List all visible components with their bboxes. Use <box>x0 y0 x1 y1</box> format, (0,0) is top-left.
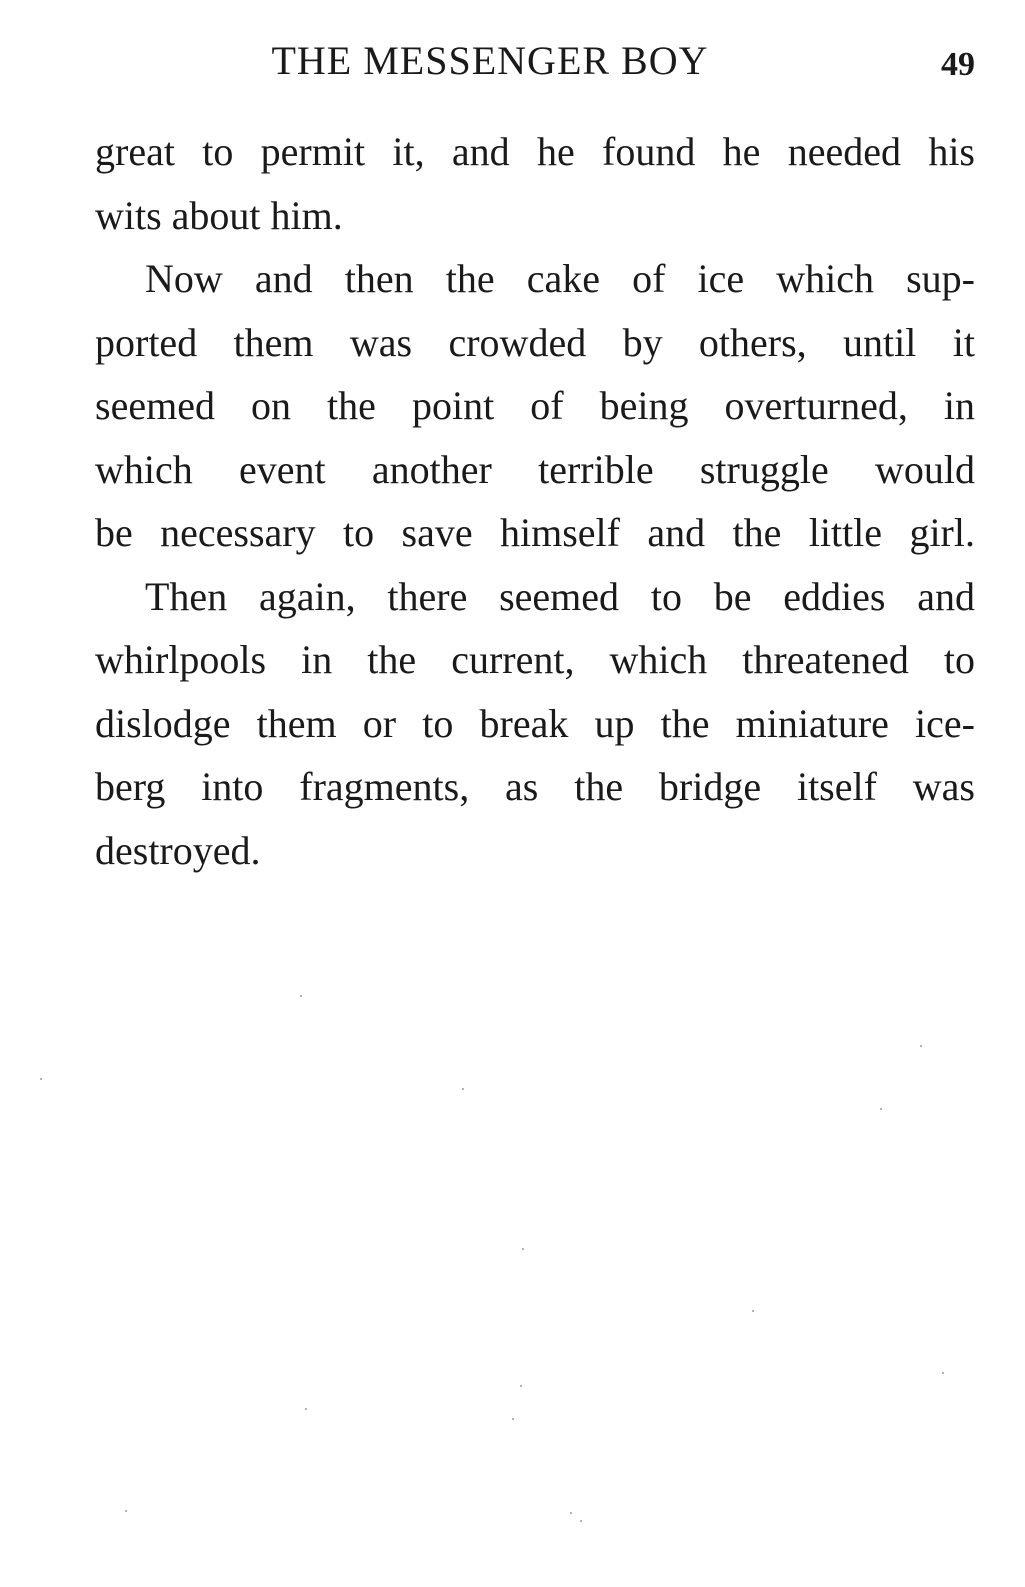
page-number: 49 <box>941 46 975 83</box>
text-line: berg into fragments, as the bridge itself was <box>95 764 975 809</box>
scan-speck <box>40 1078 42 1080</box>
text-line: great to permit it, and he found he needed his <box>95 129 975 174</box>
scan-speck <box>512 1418 514 1420</box>
text-line: which event another terrible struggle would <box>95 446 975 492</box>
scan-speck <box>752 1310 754 1312</box>
scan-speck <box>570 1512 572 1514</box>
running-title: THE MESSENGER BOY <box>271 38 709 83</box>
text-line: dislodge them or to break up the miniature ice- <box>95 700 975 746</box>
scan-speck <box>880 1108 882 1110</box>
text-line: seemed on the point of being overturned, in <box>95 383 975 428</box>
scan-speck <box>942 1372 944 1374</box>
body-text <box>95 120 975 882</box>
scan-speck <box>520 1385 522 1387</box>
text-line: whirlpools in the current, which threatened to <box>95 637 975 682</box>
scan-speck <box>462 1088 464 1090</box>
running-head <box>95 36 975 86</box>
scan-speck <box>580 1520 582 1522</box>
text-line: Then again, there seemed to be eddies and <box>145 573 975 619</box>
scan-speck <box>305 1408 307 1410</box>
scan-speck <box>300 995 302 997</box>
scan-speck <box>125 1510 127 1512</box>
text-line: be necessary to save himself and the little girl. <box>95 510 975 555</box>
scan-speck <box>522 1248 524 1250</box>
text-line: ported them was crowded by others, until it <box>95 319 975 365</box>
text-line: Now and then the cake of ice which sup- <box>145 256 975 301</box>
scan-speck <box>920 1045 922 1047</box>
text-line: wits about him. <box>95 192 343 238</box>
text-line: destroyed. <box>95 827 261 873</box>
